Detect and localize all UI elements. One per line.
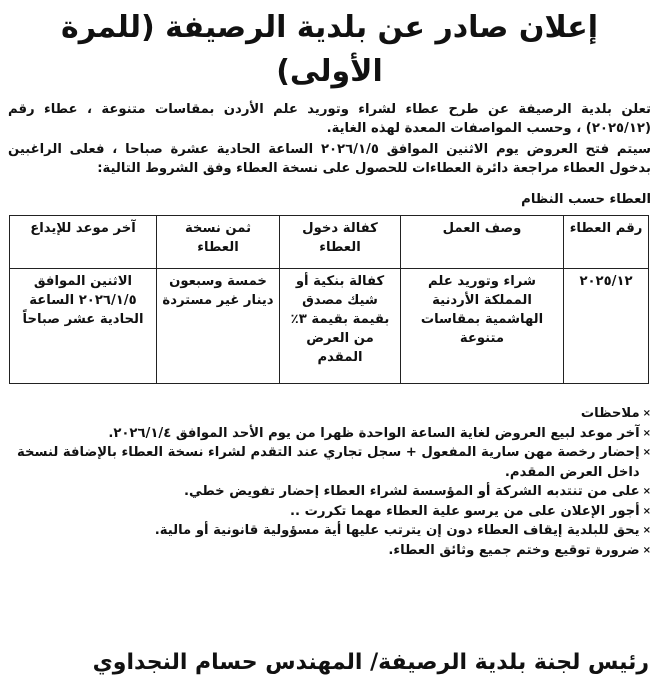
announcement-title: إعلان صادر عن بلدية الرصيفة (للمرة الأولى) xyxy=(60,10,599,89)
list-item xyxy=(8,541,651,561)
header-copy-price: ثمن نسخة العطاء xyxy=(157,216,280,269)
note-text: أجور الإعلان على من يرسو علية العطاء مهما تكررت .. xyxy=(290,503,640,519)
bullet-icon: × xyxy=(642,486,651,497)
note-text: يحق للبلدية إيقاف العطاء دون إن يترتب عليها أية مسؤولية قانونية أو مالية. xyxy=(154,523,640,538)
bullet-icon: × xyxy=(642,447,651,458)
list-item xyxy=(8,521,651,541)
section-title: العطاء حسب النظام xyxy=(521,192,651,207)
tender-table xyxy=(9,215,649,384)
note-text: على من تنتدبه الشركة أو المؤسسة لشراء العطاء إحضار تفويض خطي. xyxy=(183,484,640,499)
cell-deposit-deadline: الاثنين الموافق ٢٠٢٦/١/٥ الساعة الحادية عشر صباحاً xyxy=(10,269,157,384)
cell-tender-number: ٢٠٢٥/١٢ xyxy=(564,269,649,384)
cell-copy-price: خمسة وسبعون دينار غير مستردة xyxy=(157,269,280,384)
intro-paragraph-2: سيتم فتح العروض يوم الاثنين الموافق ٢٠٢٦/١/٥ الساعة الحادية عشرة صباحا ، فعلى الراغبين بدخول العطاء مراجعة دائرة العطاءات للحصول على نسخة العطاء وفق الشروط التالية: xyxy=(8,142,651,176)
cell-work-description: شراء وتوريد علم المملكة الأردنية الهاشمية بمقاسات متنوعة xyxy=(401,269,564,384)
note-text: ضرورة توقيع وختم جميع وثائق العطاء. xyxy=(388,542,640,558)
list-item xyxy=(8,404,651,424)
list-item xyxy=(8,443,651,482)
header-work-description: وصف العمل xyxy=(401,216,564,269)
signature-line: رئيس لجنة بلدية الرصيفة/ المهندس حسام النجداوي xyxy=(92,650,649,675)
header-deposit-deadline: آخر موعد للإيداع xyxy=(10,216,157,269)
header-entry-bond: كفالة دخول العطاء xyxy=(280,216,401,269)
note-text: آخر موعد لبيع العروض لغاية الساعة الواحدة ظهرا من يوم الأحد الموافق ٢٠٢٦/١/٤. xyxy=(108,425,640,441)
notes-heading: ملاحظات xyxy=(580,406,640,421)
cell-entry-bond: كفالة بنكية أو شيك مصدق بقيمة بقيمة ٣٪ من العرض المقدم xyxy=(280,269,401,384)
list-item xyxy=(8,482,651,502)
table-header-row xyxy=(10,216,649,269)
bullet-icon: × xyxy=(642,525,651,536)
header-tender-number: رقم العطاء xyxy=(564,216,649,269)
bullet-icon: × xyxy=(642,427,651,439)
note-text: إحضار رخصة مهن سارية المفعول + سجل تجاري عند التقدم لشراء نسخة العطاء بالإضافة لنسخة داخل العرض المقدم. xyxy=(17,445,640,480)
bullet-icon: × xyxy=(642,544,651,556)
list-item xyxy=(8,502,651,522)
notes-list xyxy=(8,404,651,560)
list-item xyxy=(8,424,651,444)
bullet-icon: × xyxy=(642,408,651,419)
bullet-icon: × xyxy=(642,505,651,517)
intro-paragraph-1: تعلن بلدية الرصيفة عن طرح عطاء لشراء وتوريد علم الأردن بمقاسات متنوعة ، عطاء رقم (٢٠٢٥/١٢) ، وحسب المواصفات المعدة لهذه الغاية. xyxy=(8,102,651,136)
table-row xyxy=(10,269,649,384)
